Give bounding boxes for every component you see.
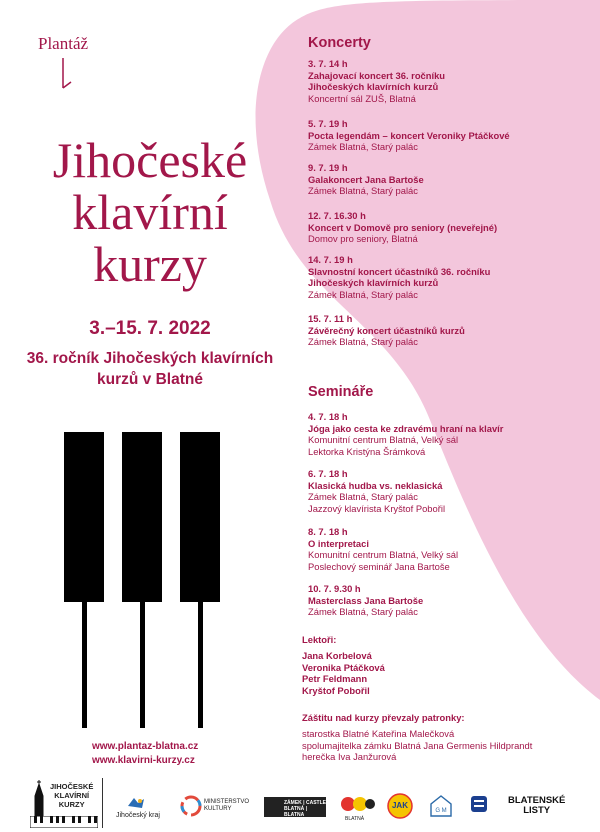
concerts-heading: Koncerty (308, 35, 371, 51)
event-place: Jazzový klavírista Kryštof Pobořil (308, 502, 446, 514)
event-item (308, 411, 598, 457)
event-place: Lektorka Kristýna Šrámková (308, 445, 426, 457)
kraj-logo-text: Jihočeský kraj (116, 812, 160, 819)
event-place: Zámek Blatná, Starý palác (308, 141, 418, 152)
event-title: Závěrečný koncert účastníků kurzů (308, 324, 465, 336)
event-date: 8. 7. 18 h (308, 526, 348, 537)
brand-name: Plantáž (38, 34, 89, 53)
jak-logo-text: JAK (391, 801, 408, 810)
org-logo-text: JIHOČESKÉ KLAVÍRNÍ KURZY (50, 782, 94, 809)
event-item (308, 58, 598, 104)
event-title: O interpretaci (308, 537, 369, 549)
brand-mark-icon (60, 58, 74, 92)
lecturer-name: Petr Feldmann (302, 673, 368, 685)
event-date: 6. 7. 18 h (308, 468, 348, 479)
event-place: Koncertní sál ZUŠ, Blatná (308, 92, 416, 104)
event-item (308, 313, 598, 348)
school-logo-icon (470, 795, 488, 813)
event-item (308, 118, 598, 153)
event-place: Zámek Blatná, Starý palác (308, 288, 418, 300)
event-title: Jóga jako cesta ke zdravému hraní na klavír (308, 422, 504, 434)
event-place: Domov pro seniory, Blatná (308, 233, 418, 244)
subtitle-line-1: 36. ročník Jihočeských klavírních (26, 350, 274, 367)
event-title: Slavnostní koncert účastníků 36. ročníku (308, 265, 491, 277)
title-line-1: Jihočeské (52, 132, 248, 188)
event-place: Zámek Blatná, Starý palác (308, 491, 418, 502)
event-place: Komunitní centrum Blatná, Velký sál (308, 434, 459, 445)
event-title: Zahajovací koncert 36. ročníku (308, 69, 446, 81)
event-item (308, 254, 598, 300)
footer-divider (102, 778, 103, 828)
ministerstvo-logo-icon (180, 795, 202, 817)
blatna-town-logo-text: BLATNÁ (345, 816, 365, 822)
lecturers-list (302, 650, 385, 696)
event-title: Klasická hudba vs. neklasická (308, 479, 443, 491)
patrons-list (302, 728, 532, 763)
event-item (308, 526, 598, 572)
title-line-2: klavírní (72, 184, 228, 240)
title-line-3: kurzy (93, 236, 207, 292)
website-link-kurzy[interactable]: www.klavirni-kurzy.cz (92, 755, 195, 766)
zamek-blatna-logo: ZÁMEK | CASTLE BLATNÁ | BLATNA (264, 797, 326, 817)
event-item (308, 468, 598, 514)
lecturers-heading: Lektoři: (302, 634, 337, 645)
event-place: Komunitní centrum Blatná, Velký sál (308, 549, 459, 560)
blatna-town-logo-icon (340, 794, 376, 814)
event-item (308, 162, 598, 197)
event-date: 15. 7. 11 h (308, 313, 353, 324)
event-place: Poslechový seminář Jana Bartoše (308, 560, 450, 572)
event-date: 10. 7. 9.30 h (308, 583, 361, 594)
patron-line: herečka Iva Janžurová (302, 751, 397, 763)
event-place: Zámek Blatná, Starý palác (308, 606, 418, 617)
event-title: Galakoncert Jana Bartoše (308, 173, 424, 185)
event-place: Zámek Blatná, Starý palác (308, 185, 418, 196)
event-title: Pocta legendám – koncert Veroniky Ptáčkové (308, 129, 510, 141)
event-date: 3. 7. 14 h (308, 58, 348, 69)
kraj-logo-icon (126, 796, 146, 810)
lecturer-name: Kryštof Pobořil (302, 684, 370, 696)
event-item (308, 583, 598, 618)
website-link-plantaz[interactable]: www.plantaz-blatna.cz (92, 741, 199, 752)
event-title: Jihočeských klavírních kurzů (308, 81, 439, 92)
event-date: 9. 7. 19 h (308, 162, 348, 173)
event-title: Masterclass Jana Bartoše (308, 594, 424, 606)
event-date: 5. 7. 19 h (308, 118, 348, 129)
subtitle-line-2: kurzů v Blatné (97, 371, 203, 388)
event-title: Jihočeských klavírních kurzů (308, 277, 439, 288)
event-date: 14. 7. 19 h (308, 254, 353, 265)
patrons-heading: Záštitu nad kurzy převzaly patronky: (302, 712, 465, 723)
event-title: Koncert v Domově pro seniory (neveřejné) (308, 221, 498, 233)
event-item (308, 210, 598, 245)
lecturer-name: Jana Korbelová (302, 650, 372, 661)
event-date: 4. 7. 18 h (308, 411, 348, 422)
festival-dates: 3.–15. 7. 2022 (89, 318, 211, 339)
lecturer-name: Veronika Ptáčková (302, 661, 385, 673)
event-place: Zámek Blatná, Starý palác (308, 336, 418, 347)
piano-keys-mini-icon (30, 816, 98, 828)
gm-logo-text: G M (435, 808, 447, 814)
ministerstvo-logo-text: MINISTERSTVO KULTURY (204, 799, 250, 812)
blatenske-listy-logo: BLATENSKÉ LISTY (508, 795, 566, 816)
patron-line: starostka Blatné Kateřina Malečková (302, 728, 455, 739)
subtitle (0, 348, 300, 390)
seminars-heading: Semináře (308, 384, 374, 400)
patron-line: spolumajitelka zámku Blatná Jana Germenis Hildprandt (302, 739, 533, 751)
event-date: 12. 7. 16.30 h (308, 210, 366, 221)
gm-logo-icon (428, 794, 454, 818)
piano-keys-graphic (64, 432, 246, 728)
